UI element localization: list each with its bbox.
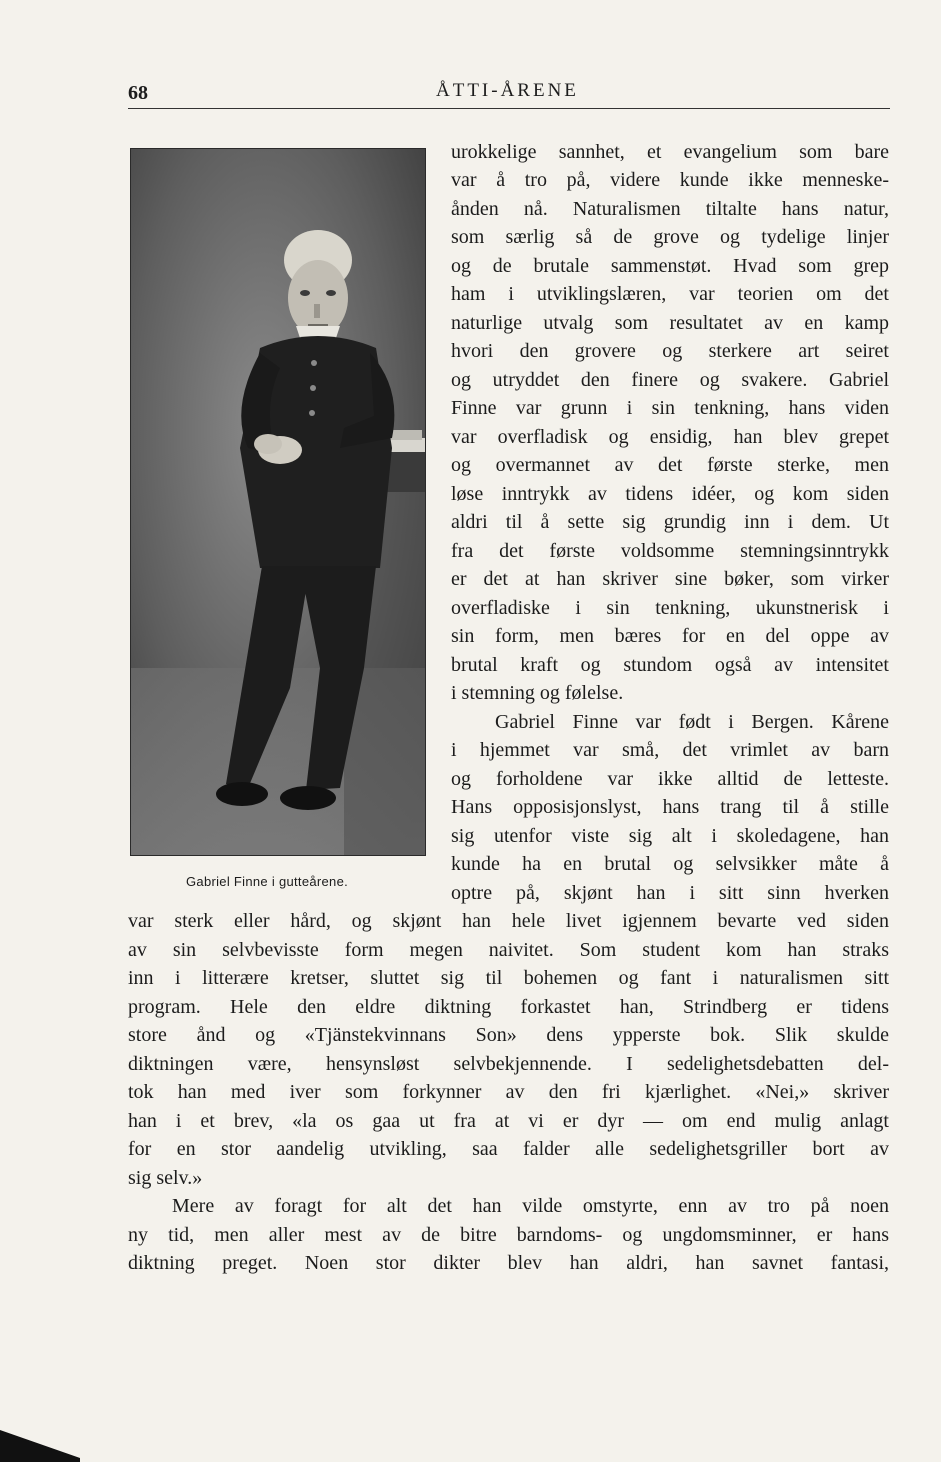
text-line: Gabriel Finne var født i Bergen. Kårene: [495, 711, 889, 733]
text-line: og utryddet den finere og svakere. Gabriel: [451, 369, 889, 391]
portrait-photo: [130, 148, 426, 856]
text-line: i hjemmet var små, det vrimlet av barn: [451, 739, 889, 761]
header-rule: [128, 108, 890, 109]
text-line: han i et brev, «la os gaa ut fra at vi er dyr — om end mulig anlagt: [128, 1110, 889, 1132]
text-line: tok han med iver som forkynner av den fri kjærlighet. «Nei,» skriver: [128, 1081, 889, 1103]
text-line: ånden nå. Naturalismen tiltalte hans natur,: [451, 198, 889, 220]
text-line: sig utenfor viste sig alt i skoledagene, han: [451, 825, 889, 847]
text-line: Hans opposisjonslyst, hans trang til å stille: [451, 796, 889, 818]
text-line: naturlige utvalg som resultatet av en kamp: [451, 312, 889, 334]
text-line: inn i litterære kretser, sluttet sig til bohemen og fant i naturalismen sitt: [128, 967, 889, 989]
text-line: var overfladisk og ensidig, han blev grepet: [451, 426, 889, 448]
text-line: Mere av foragt for alt det han vilde omstyrte, enn av tro på noen: [172, 1195, 889, 1217]
text-line: var sterk eller hård, og skjønt han hele livet igjennem bevarte ved siden: [128, 910, 889, 932]
running-head: ÅTTI-ÅRENE: [436, 80, 579, 101]
text-line: diktning preget. Noen stor dikter blev han aldri, han savnet fantasi,: [128, 1252, 889, 1274]
scan-corner-shadow: [0, 1424, 90, 1462]
text-line: var å tro på, videre kunde ikke menneske-: [451, 169, 889, 191]
text-line: Finne var grunn i sin tenkning, hans viden: [451, 397, 889, 419]
text-line: store ånd og «Tjänstekvinnans Son» dens ypperste bok. Slik skulde: [128, 1024, 889, 1046]
text-line: sig selv.»: [128, 1167, 203, 1189]
text-line: i stemning og følelse.: [451, 682, 624, 704]
text-line: optre på, skjønt han i sitt sinn hverken: [451, 882, 889, 904]
text-line: ny tid, men aller mest av de bitre barndoms- og ungdomsminner, er hans: [128, 1224, 889, 1246]
text-line: for en stor aandelig utvikling, saa falder alle sedelighetsgriller bort av: [128, 1138, 889, 1160]
text-line: aldri til å sette sig grundig inn i dem. Ut: [451, 511, 889, 533]
text-line: løse inntrykk av tidens idéer, og kom siden: [451, 483, 889, 505]
text-line: og de brutale sammenstøt. Hvad som grep: [451, 255, 889, 277]
figure-caption: Gabriel Finne i gutteårene.: [186, 874, 349, 889]
text-line: fra det første voldsomme stemningsinntrykk: [451, 540, 889, 562]
text-line: urokkelige sannhet, et evangelium som bare: [451, 141, 889, 163]
text-line: brutal kraft og stundom også av intensitet: [451, 654, 889, 676]
page-number: 68: [128, 82, 148, 104]
text-line: diktningen være, hensynsløst selvbekjennende. I sedelighetsdebatten del-: [128, 1053, 889, 1075]
text-line: program. Hele den eldre diktning forkastet han, Strindberg er tidens: [128, 996, 889, 1018]
text-line: av sin selvbevisste form megen naivitet. Som student kom han straks: [128, 939, 889, 961]
text-line: er det at han skriver sine bøker, som virker: [451, 568, 889, 590]
text-line: hvori den grovere og sterkere art seiret: [451, 340, 889, 362]
text-line: overfladiske i sin tenkning, ukunstnerisk i: [451, 597, 889, 619]
text-line: ham i utviklingslæren, var teorien om det: [451, 283, 889, 305]
text-line: som særlig så de grove og tydelige linjer: [451, 226, 889, 248]
text-line: sin form, men bæres for en del oppe av: [451, 625, 889, 647]
text-line: og overmannet av det første sterke, men: [451, 454, 889, 476]
text-line: og forholdene var ikke alltid de letteste.: [451, 768, 889, 790]
text-line: kunde ha en brutal og selvsikker måte å: [451, 853, 889, 875]
